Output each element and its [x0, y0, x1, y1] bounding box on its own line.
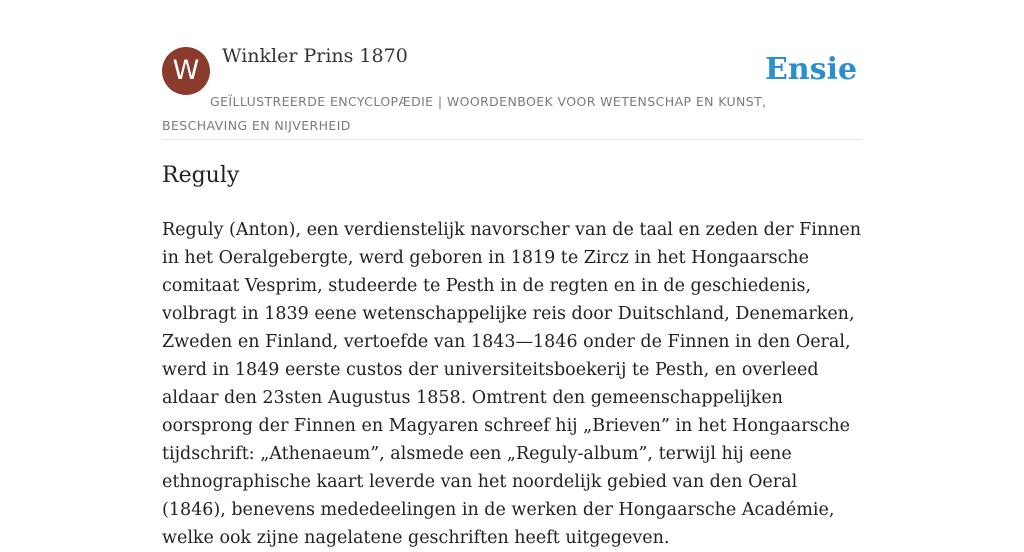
source-title-link[interactable]: Winkler Prins 1870	[222, 45, 408, 67]
ensie-logo[interactable]: Ensie	[765, 52, 858, 87]
header-divider	[162, 139, 862, 140]
source-subtitle: GEÏLLUSTREERDE ENCYCLOPÆDIE | WOORDENBOEK VOOR WETENSCHAP EN KUNST, BESCHAVING EN NIJVERHEID	[162, 94, 767, 133]
entry-body-text: Reguly (Anton), een verdienstelijk navorscher van de taal en zeden der Finnen in het Oeralgebergte, werd geboren in 1819 te Zircz in het Hongaarsche comitaat Vesprim, studeerde te Pesth in de regten en in de geschiedenis, volbragt in 1839 eene wetenschappelijke reis door Duitschland, Denemarken, Zweden en Finland, vertoefde van 1843—1846 onder de Finnen in den Oeral, werd in 1849 eerste custos der universiteitsboekerij te Pesth, en overleed aldaar den 23sten Augustus 1858. Omtrent den gemeenschappelijken oorsprong der Finnen en Magyaren schreef hij „Brieven” in het Hongaarsche tijdschrift: „Athenaeum”, alsmede een „Reguly-album”, terwijl hij eene ethnographische kaart leverde van het noordelijk gebied van den Oeral (1846), benevens mededeelingen in de werken der Hongaarsche Académie, welke ook zijne nagelatene geschriften heeft uitgegeven.	[162, 220, 862, 548]
entry-headword: Reguly	[162, 163, 240, 188]
page-container	[162, 0, 862, 548]
source-avatar[interactable]: W	[162, 47, 210, 95]
